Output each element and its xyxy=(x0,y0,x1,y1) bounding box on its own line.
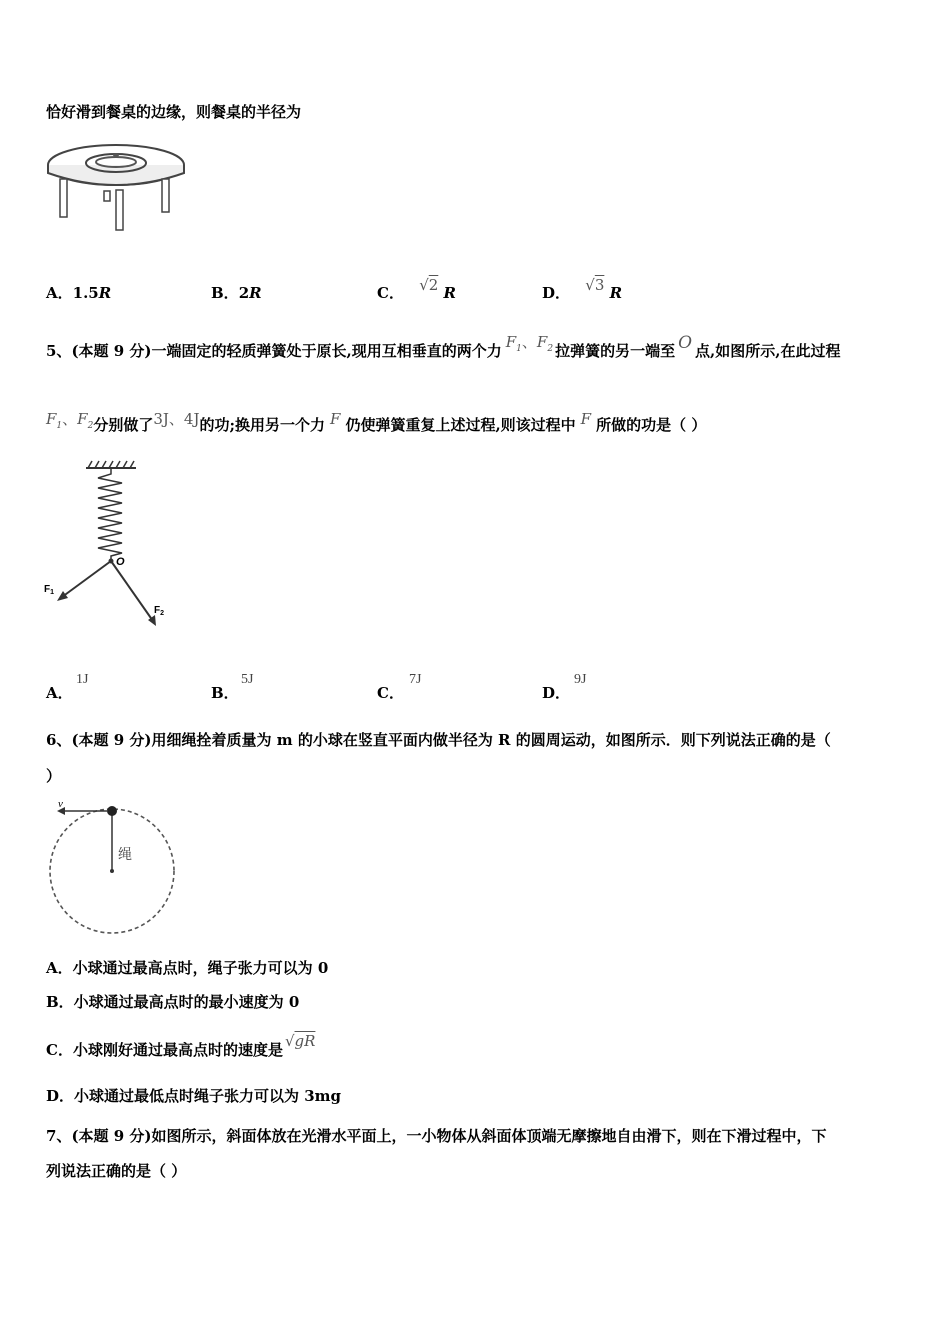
q6-option-b[interactable]: B．小球通过最高点时的最小速度为 0 xyxy=(46,993,300,1011)
q6-stem-line1: 6、(本题 9 分)用细绳拴着质量为 m 的小球在竖直平面内做半径为 R 的圆周运动，如图所示．则下列说法正确的是（ xyxy=(46,731,831,749)
q5-stem-line2: $F_1$、$F_2$分别做了3J、4J的功;换用另一个力 F 仍使弹簧重复上述过程,则该过程中 F 所做的功是（ ） xyxy=(46,410,707,434)
q7-stem-line2: 列说法正确的是（ ） xyxy=(46,1162,187,1180)
q5-option-a-value: 1J xyxy=(76,672,89,687)
q6-option-a[interactable]: A．小球通过最高点时，绳子张力可以为 0 xyxy=(46,959,329,977)
q5-option-d[interactable]: D． xyxy=(542,684,571,702)
intro-text: 恰好滑到餐桌的边缘，则餐桌的半径为 xyxy=(46,103,302,121)
q5-option-c[interactable]: C． xyxy=(377,684,404,702)
q5-stem-line1: 5、(本题 9 分)一端固定的轻质弹簧处于原长,现用互相垂直的两个力 $F_1$、$F_2$ 拉弹簧的另一端至 O 点,如图所示,在此过程 xyxy=(46,333,841,360)
label-rope: 绳 xyxy=(118,847,132,863)
q6-option-c[interactable]: C．小球刚好通过最高点时的速度是 √gR xyxy=(46,1032,316,1059)
label-f1: $F_1$ xyxy=(44,584,55,596)
q5-option-a[interactable]: A． xyxy=(46,684,73,702)
q7-stem-line1: 7、(本题 9 分)如图所示，斜面体放在光滑水平面上，一小物体从斜面体顶端无摩擦地自由滑下，则在下滑过程中，下 xyxy=(46,1127,827,1145)
q5-option-b[interactable]: B． xyxy=(211,684,239,702)
q4-option-a[interactable]: A．1.5R xyxy=(46,284,112,302)
label-o: O xyxy=(116,556,125,568)
q5-option-b-value: 5J xyxy=(241,672,254,687)
q5-option-d-value: 9J xyxy=(574,672,587,687)
q6-stem-line2: ） xyxy=(46,767,62,785)
q5-option-c-value: 7J xyxy=(409,672,422,687)
q6-option-d[interactable]: D．小球通过最低点时绳子张力可以为 3mg xyxy=(46,1087,342,1105)
q4-option-c[interactable]: C． √2 R xyxy=(377,276,456,302)
spring-force-figure xyxy=(40,458,180,638)
q4-option-d[interactable]: D． √3 R xyxy=(542,276,623,302)
round-table-figure xyxy=(46,135,191,235)
label-v: v xyxy=(58,798,63,810)
q4-option-b[interactable]: B．2R xyxy=(211,284,262,302)
vertical-circle-figure xyxy=(44,795,184,935)
label-f2: $F_2$ xyxy=(154,605,165,617)
